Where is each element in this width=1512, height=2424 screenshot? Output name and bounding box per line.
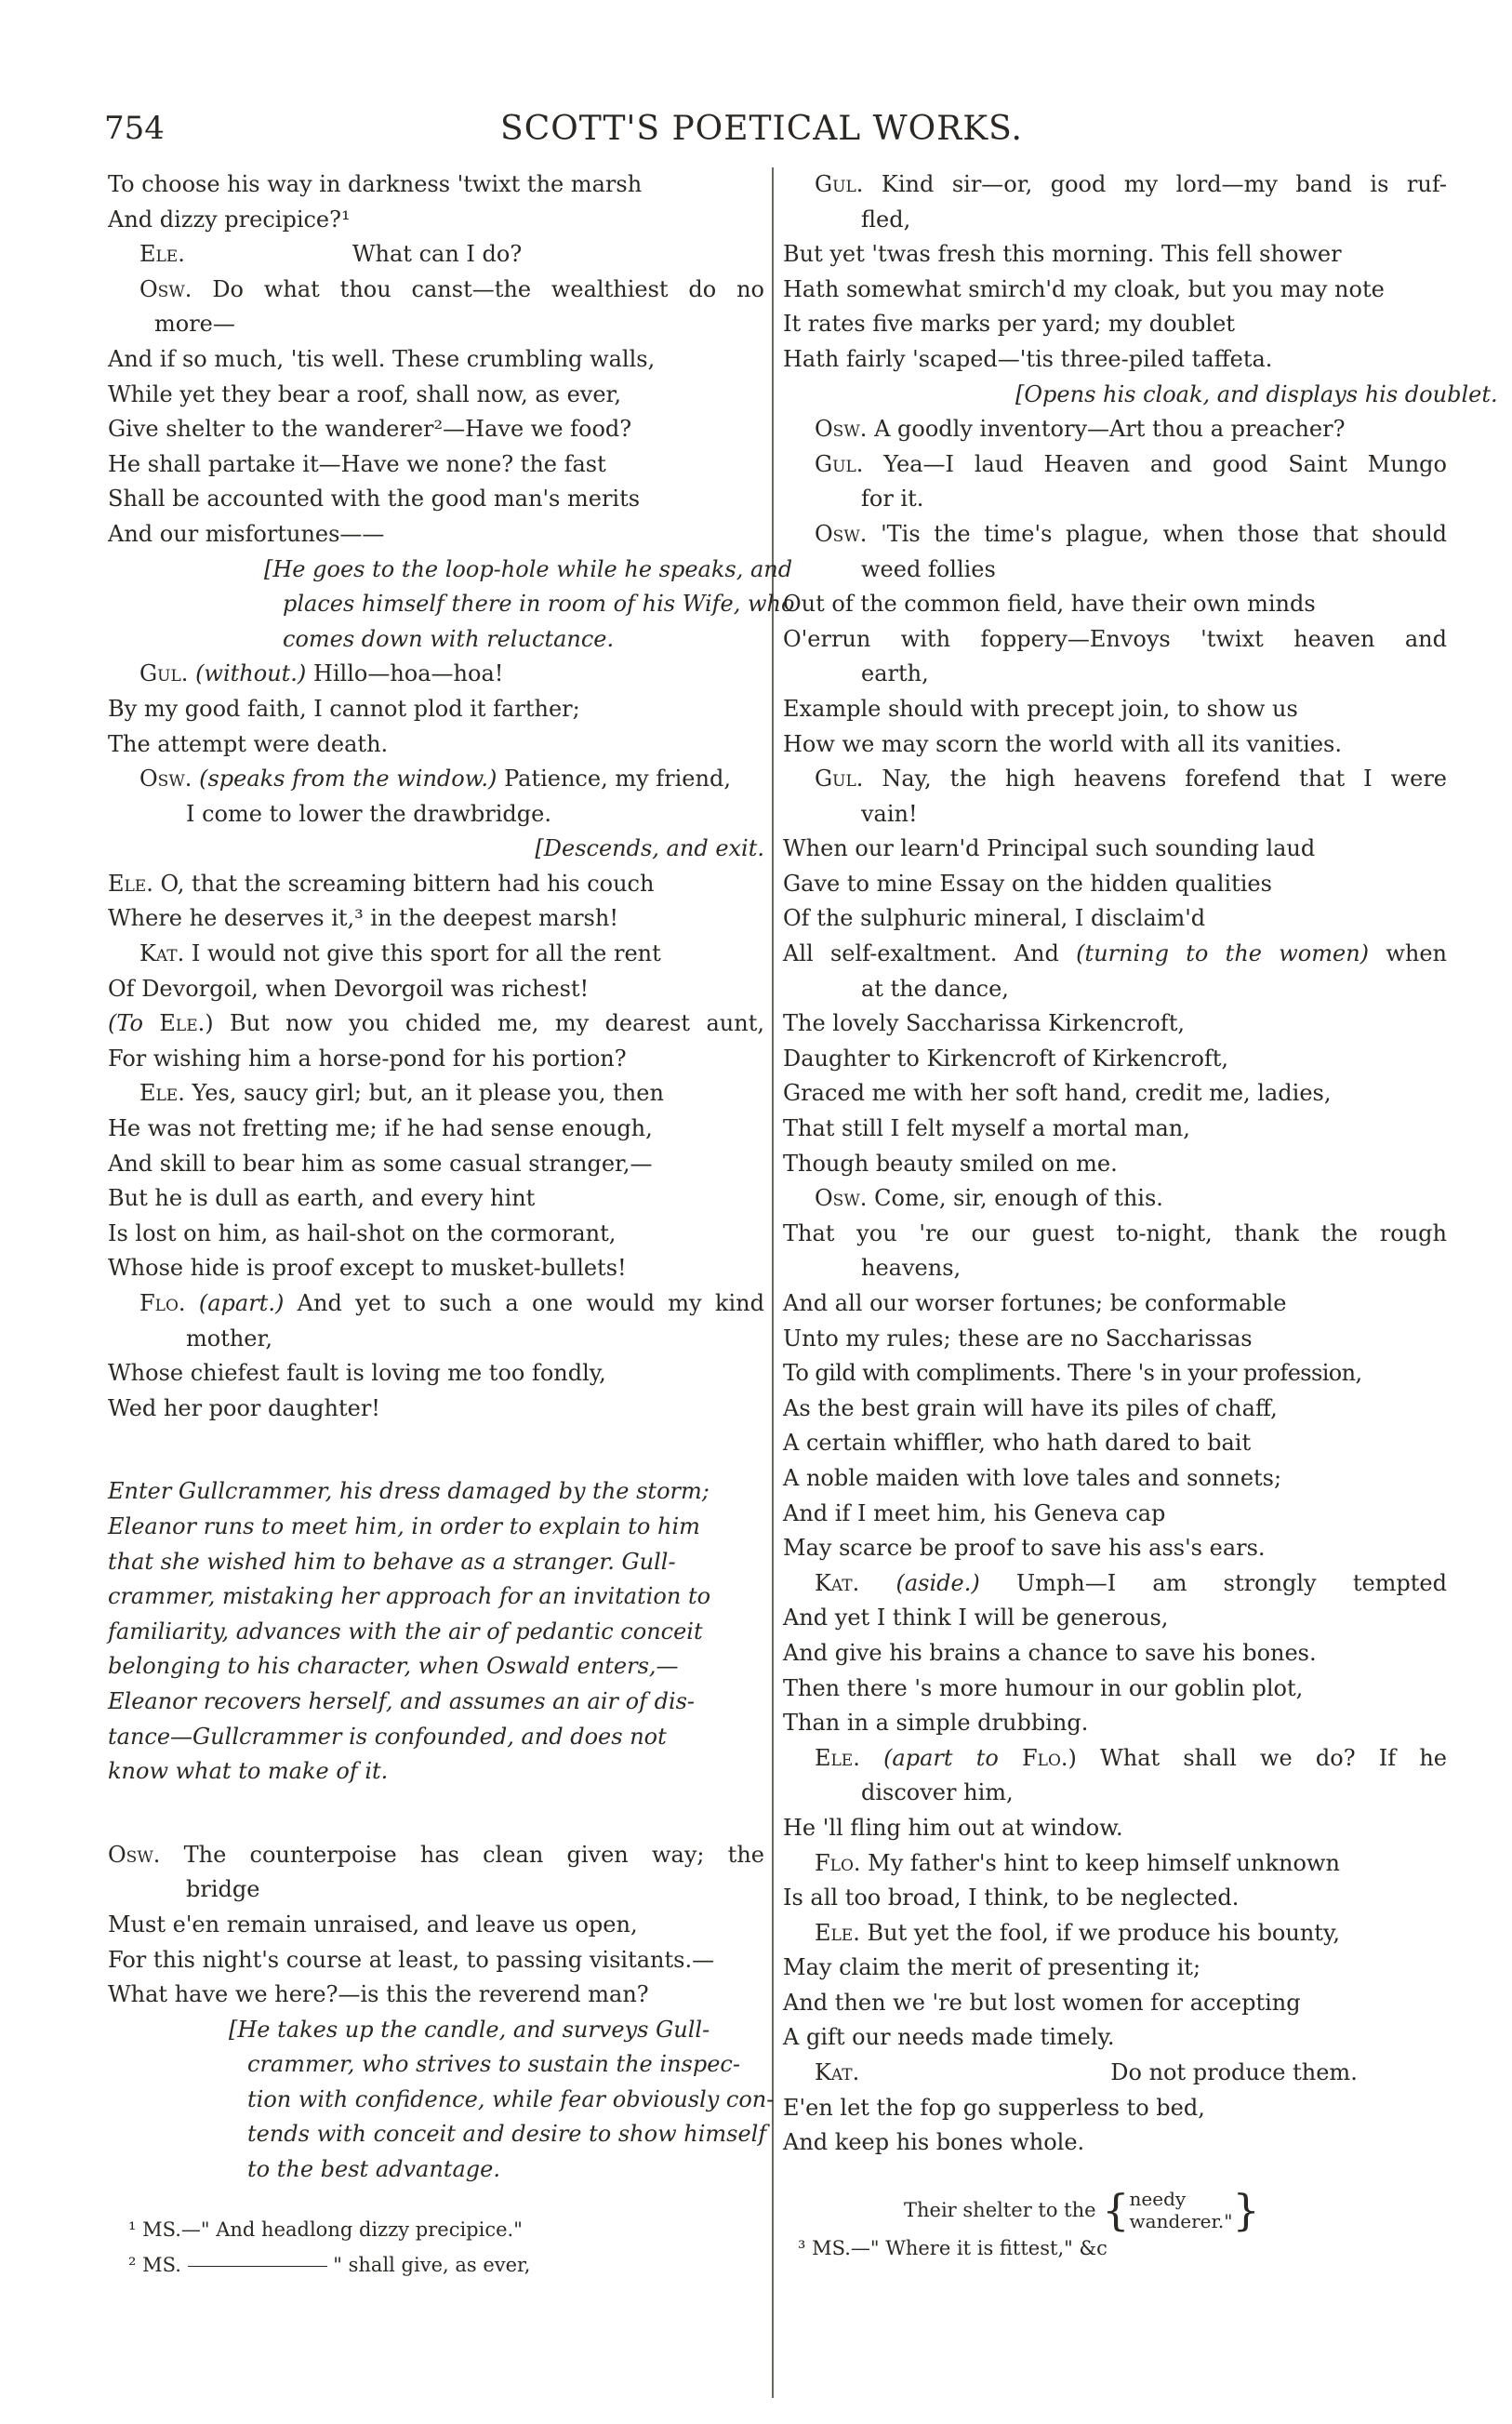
speaker: Ele. xyxy=(108,870,153,897)
speech-line xyxy=(783,1916,1447,1951)
verse-line: O'errun with foppery—Envoys 'twixt heaven and xyxy=(783,625,1447,652)
verse-line: To choose his way in darkness 'twixt the marsh xyxy=(108,171,643,197)
verse-line: vain! xyxy=(861,800,918,827)
verse-line: Is lost on him, as hail-shot on the cormorant, xyxy=(108,1219,617,1246)
stage-direction: belonging to his character, when Oswald enters,— xyxy=(108,1653,679,1680)
speech-line xyxy=(108,273,764,308)
speaker: Osw. xyxy=(815,416,868,443)
verse-line: Graced me with her soft hand, credit me, ladies, xyxy=(783,1080,1332,1107)
footnote: ³ MS.—" Where it is fittest," &c xyxy=(798,2237,1107,2259)
speech-text: But now you chided me, my dearest aunt, xyxy=(230,1010,764,1037)
speech-text: Come, sir, enough of this. xyxy=(874,1185,1163,1212)
verse-line: heavens, xyxy=(861,1255,962,1282)
verse-line: weed follies xyxy=(861,555,996,582)
speech-line xyxy=(783,1566,1447,1602)
speaker: Ele. xyxy=(815,1919,860,1946)
speech-text: O, that the screaming bittern had his couch xyxy=(160,870,655,897)
verse-line: A gift our needs made timely. xyxy=(783,2024,1115,2051)
stage-direction: [He takes up the candle, and surveys Gull- xyxy=(229,2016,710,2043)
footnote-ref: ² MS. xyxy=(128,2253,181,2276)
speech-text: Hillo—hoa—hoa! xyxy=(312,660,504,687)
verse-line: Unto my rules; these are no Saccharissas xyxy=(783,1325,1253,1352)
verse-line: Where he deserves it,³ in the deepest marsh! xyxy=(108,905,618,932)
stage-direction: [Descends, and exit. xyxy=(535,835,764,862)
speech-line xyxy=(783,412,1447,447)
speech-line xyxy=(783,937,1447,972)
stage-direction: tends with conceit and desire to show himself xyxy=(247,2121,767,2148)
verse-line: Gave to mine Essay on the hidden qualities xyxy=(783,870,1272,897)
verse-line: mother, xyxy=(186,1325,272,1352)
verse-line: And give his brains a chance to save his bones. xyxy=(783,1639,1317,1666)
verse-line: Of the sulphuric mineral, I disclaim'd xyxy=(783,905,1206,932)
verse-line: That you 're our guest to-night, thank the rough xyxy=(783,1219,1447,1246)
stage-direction: (apart.) xyxy=(198,1290,285,1316)
verse-line: The lovely Saccharissa Kirkencroft, xyxy=(783,1010,1185,1037)
speech-text: But yet the fool, if we produce his bounty, xyxy=(867,1919,1340,1946)
verse-line: And skill to bear him as some casual stranger,— xyxy=(108,1150,653,1177)
stage-direction: [Opens his cloak, and displays his doublet. xyxy=(1015,380,1498,407)
verse-line: Shall be accounted with the good man's merits xyxy=(108,486,641,513)
verse-line: And then we 're but lost women for accepting xyxy=(783,1989,1301,2016)
speech-text: The counterpoise has clean given way; the xyxy=(183,1841,764,1868)
stage-direction: crammer, mistaking her approach for an invitation to xyxy=(108,1583,711,1610)
stage-direction: familiarity, advances with the air of pedantic conceit xyxy=(108,1618,703,1645)
speech-text: My father's hint to keep himself unknown xyxy=(868,1849,1340,1876)
verse-line: Give shelter to the wanderer²—Have we food? xyxy=(108,416,632,443)
speech-line xyxy=(783,762,1447,797)
speech-text: A goodly inventory—Art thou a preacher? xyxy=(874,416,1346,443)
verse-line: But he is dull as earth, and every hint xyxy=(108,1185,536,1212)
variant-option: wanderer." xyxy=(1129,2210,1233,2232)
stage-direction: to the best advantage. xyxy=(247,2156,500,2183)
stage-direction: (speaks from the window.) xyxy=(199,766,497,792)
verse-line: To gild with compliments. There 's in your profession, xyxy=(783,1360,1362,1387)
verse-line: For wishing him a horse-pond for his portion? xyxy=(108,1045,627,1072)
variant-stack xyxy=(1130,2188,1233,2232)
speech-text: What can I do? xyxy=(351,241,523,268)
speech-text: Do not produce them. xyxy=(1110,2059,1358,2086)
speaker: Flo.) xyxy=(1022,1744,1077,1771)
stage-direction: (apart to xyxy=(883,1744,999,1771)
stage-direction: comes down with reluctance. xyxy=(283,625,615,652)
speech-text: Kind sir—or, good my lord—my band is ruf- xyxy=(881,171,1447,197)
verse-line: Wed her poor daughter! xyxy=(108,1394,380,1421)
speech-line xyxy=(108,1838,764,1873)
speaker: Gul. xyxy=(815,171,864,197)
speech-text: Patience, my friend, xyxy=(504,766,731,792)
left-brace-icon: { xyxy=(1102,2185,1130,2235)
verse-line: And our misfortunes—— xyxy=(108,520,385,547)
verse-line: Than in a simple drubbing. xyxy=(783,1710,1089,1737)
right-footnotes xyxy=(783,2185,1447,2264)
speaker: Ele.) xyxy=(159,1010,214,1037)
verse-line: It rates five marks per yard; my doublet xyxy=(783,311,1235,338)
verse-line: As the best grain will have its piles of chaff, xyxy=(783,1394,1278,1421)
footnote-text: Their shelter to the xyxy=(904,2199,1096,2221)
ditto-rule xyxy=(188,2266,327,2267)
footnote-text: " shall give, as ever, xyxy=(333,2253,531,2276)
speaker: Ele. xyxy=(815,1744,860,1771)
verse-line: He shall partake it—Have we none? the fast xyxy=(108,450,606,477)
verse-line: Hath fairly 'scaped—'tis three-piled taffeta. xyxy=(783,345,1273,372)
speech-line xyxy=(108,1286,764,1322)
speech-line xyxy=(108,657,764,692)
verse-line: And if I meet him, his Geneva cap xyxy=(783,1499,1166,1526)
left-column xyxy=(108,167,795,2283)
speech-line xyxy=(783,447,1447,483)
verse-line: May claim the merit of presenting it; xyxy=(783,1954,1201,1981)
speech-text: when xyxy=(1386,940,1448,967)
speaker: Osw. xyxy=(139,766,192,792)
verse-line: Whose hide is proof except to musket-bullets! xyxy=(108,1255,627,1282)
verse-line: Though beauty smiled on me. xyxy=(783,1150,1118,1177)
speech-text: I would not give this sport for all the rent xyxy=(191,940,661,967)
verse-line: He 'll fling him out at window. xyxy=(783,1814,1123,1841)
verse-line: Whose chiefest fault is loving me too fondly, xyxy=(108,1360,606,1387)
variant-option: needy xyxy=(1129,2188,1187,2210)
speech-line xyxy=(108,1006,764,1042)
speech-line xyxy=(108,762,764,797)
speaker: Ele. xyxy=(139,1080,185,1107)
speech-text: And yet to such a one would my kind xyxy=(297,1290,764,1316)
right-column xyxy=(783,167,1498,2161)
speaker: Osw. xyxy=(815,520,868,547)
verse-line: How we may scorn the world with all its vanities. xyxy=(783,730,1342,757)
speech-line xyxy=(783,1846,1447,1882)
verse-line: And dizzy precipice?¹ xyxy=(108,206,351,233)
verse-line: Out of the common field, have their own minds xyxy=(783,591,1316,618)
verse-line: at the dance, xyxy=(861,975,1009,1002)
verse-line: fled, xyxy=(861,206,911,233)
footnote: ¹ MS.—" And headlong dizzy precipice." xyxy=(128,2218,523,2241)
stage-direction: Eleanor recovers herself, and assumes an air of dis- xyxy=(108,1687,696,1714)
verse-line: While yet they bear a roof, shall now, as ever, xyxy=(108,380,622,407)
speaker: Gul. xyxy=(139,660,189,687)
verse-line: A noble maiden with love tales and sonnets; xyxy=(783,1464,1282,1491)
stage-direction: [He goes to the loop-hole while he speaks, and xyxy=(264,555,793,582)
speech-line xyxy=(783,2056,1447,2091)
verse-line: E'en let the fop go supperless to bed, xyxy=(783,2094,1205,2121)
speech-line xyxy=(783,517,1447,553)
stage-direction: (turning to the women) xyxy=(1076,940,1370,967)
speaker: Kat. xyxy=(815,2059,860,2086)
verse-line: Must e'en remain unraised, and leave us open, xyxy=(108,1911,638,1938)
speaker: Osw. xyxy=(139,275,192,302)
verse-line: discover him, xyxy=(861,1779,1014,1806)
verse-line: By my good faith, I cannot plod it farther; xyxy=(108,695,580,722)
verse-line: When our learn'd Principal such sounding laud xyxy=(783,835,1316,862)
running-header xyxy=(104,110,1419,156)
speech-text: Do what thou canst—the wealthiest do no xyxy=(212,275,764,302)
verse-line: Hath somewhat smirch'd my cloak, but you may note xyxy=(783,275,1385,302)
page-number: 754 xyxy=(104,110,165,147)
verse-line: bridge xyxy=(186,1876,260,1903)
speech-line xyxy=(783,1741,1447,1777)
stage-direction: that she wished him to behave as a stranger. Gull- xyxy=(108,1548,676,1575)
speech-line xyxy=(783,167,1447,203)
speaker: Gul. xyxy=(815,450,864,477)
speaker: Osw. xyxy=(815,1185,868,1212)
verse-line: And all our worser fortunes; be conformable xyxy=(783,1290,1287,1316)
stage-direction: (without.) xyxy=(195,660,307,687)
verse-line: What have we here?—is this the reverend man? xyxy=(108,1981,649,2008)
verse-line: But yet 'twas fresh this morning. This fell shower xyxy=(783,241,1342,268)
speaker: Gul. xyxy=(815,766,864,792)
verse-line: The attempt were death. xyxy=(108,730,389,757)
speaker: Kat. xyxy=(815,1569,860,1596)
stage-direction: (aside.) xyxy=(895,1569,980,1596)
verse-line: And keep his bones whole. xyxy=(783,2129,1085,2156)
speech-text: Yea—I laud Heaven and good Saint Mungo xyxy=(883,450,1447,477)
verse-line: He was not fretting me; if he had sense enough, xyxy=(108,1115,653,1142)
speaker: Kat. xyxy=(139,940,185,967)
verse-line: Example should with precept join, to show us xyxy=(783,695,1298,722)
verse-line: For this night's course at least, to passing visitants.— xyxy=(108,1946,715,1973)
speaker: Osw. xyxy=(108,1841,161,1868)
stage-direction: tion with confidence, while fear obviously con- xyxy=(247,2085,775,2112)
verse-line: A certain whiffler, who hath dared to bait xyxy=(783,1430,1252,1457)
speech-text: 'Tis the time's plague, when those that should xyxy=(881,520,1447,547)
stage-direction: Eleanor runs to meet him, in order to explain to him xyxy=(108,1512,700,1539)
speech-text: Nay, the high heavens forefend that I were xyxy=(882,766,1447,792)
speech-text: Yes, saucy girl; but, an it please you, then xyxy=(192,1080,664,1107)
stage-direction: places himself there in room of his Wife, who xyxy=(283,591,795,618)
verse-line: Daughter to Kirkencroft of Kirkencroft, xyxy=(783,1045,1229,1072)
footnote-continued xyxy=(783,2185,1447,2235)
stage-direction: (To xyxy=(108,1010,143,1037)
verse-line: May scarce be proof to save his ass's ears. xyxy=(783,1535,1266,1562)
speaker: Flo. xyxy=(139,1290,186,1316)
stage-direction: crammer, who strives to sustain the inspec- xyxy=(247,2051,740,2078)
stage-direction: tance—Gullcrammer is confounded, and does not xyxy=(108,1723,667,1750)
speech-line xyxy=(108,937,764,972)
speech-line xyxy=(783,1181,1447,1217)
running-title: SCOTT'S POETICAL WORKS. xyxy=(500,110,1023,148)
verse-line: I come to lower the drawbridge. xyxy=(186,800,551,827)
verse-line: earth, xyxy=(861,660,929,687)
verse-line: Of Devorgoil, when Devorgoil was richest! xyxy=(108,975,590,1002)
stage-direction: Enter Gullcrammer, his dress damaged by the storm; xyxy=(108,1478,710,1505)
speech-text: What shall we do? If he xyxy=(1100,1744,1448,1771)
speech-line xyxy=(108,867,764,902)
verse-line: And yet I think I will be generous, xyxy=(783,1605,1169,1632)
footnote xyxy=(108,2247,764,2283)
speech-text: All self-exaltment. And xyxy=(783,940,1059,967)
verse-line: more— xyxy=(154,311,235,338)
verse-line: Then there 's more humour in our goblin plot, xyxy=(783,1674,1304,1701)
speech-line xyxy=(108,237,764,273)
column-rule xyxy=(772,167,774,2398)
speaker: Ele. xyxy=(139,241,185,268)
speaker: Flo. xyxy=(815,1849,861,1876)
verse-line: for it. xyxy=(861,486,924,513)
stage-direction: know what to make of it. xyxy=(108,1758,389,1785)
right-brace-icon: } xyxy=(1232,2185,1260,2235)
speech-text: Umph—I am strongly tempted xyxy=(1015,1569,1448,1596)
verse-line: And if so much, 'tis well. These crumbling walls, xyxy=(108,345,656,372)
verse-line: Is all too broad, I think, to be neglected. xyxy=(783,1885,1240,1911)
verse-line: That still I felt myself a mortal man, xyxy=(783,1115,1190,1142)
speech-line xyxy=(108,1076,764,1112)
